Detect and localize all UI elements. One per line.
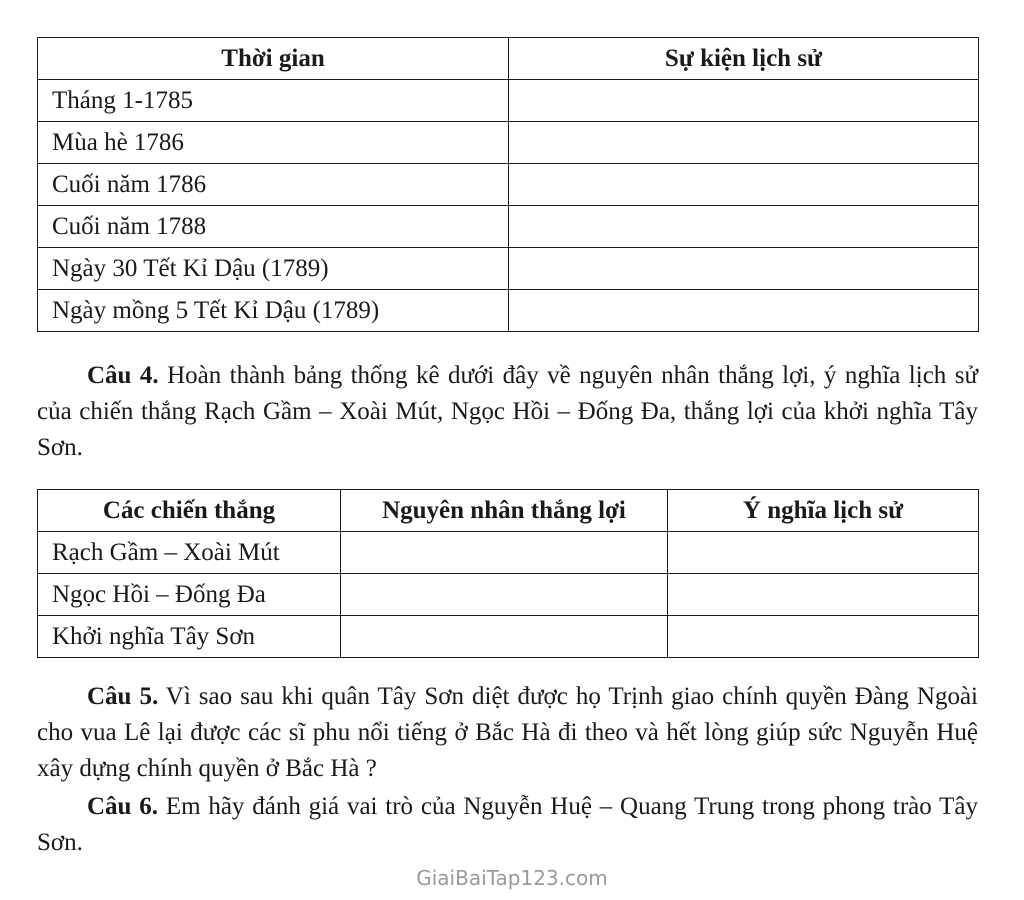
event-cell[interactable]: [509, 80, 979, 122]
table-row: [38, 616, 979, 658]
question-4: [37, 358, 978, 466]
time-cell: Ngày 30 Tết Kỉ Dậu (1789): [38, 248, 509, 290]
table-row: [38, 206, 979, 248]
cause-cell[interactable]: [341, 616, 668, 658]
time-cell: Cuối năm 1786: [38, 164, 509, 206]
significance-cell[interactable]: [668, 574, 979, 616]
significance-cell[interactable]: [668, 616, 979, 658]
question-5-text: Vì sao sau khi quân Tây Sơn diệt được họ Trịnh giao chính quyền Đàng Ngoài cho vua Lê lại được các sĩ phu nổi tiếng ở Bắc Hà đi theo và hết lòng giúp sức Nguyễn Huệ xây dựng chính quyền ở Bắc Hà ?: [37, 683, 978, 782]
table-row: [38, 164, 979, 206]
time-cell: Mùa hè 1786: [38, 122, 509, 164]
event-cell[interactable]: [509, 248, 979, 290]
question-5-label: Câu 5.: [87, 683, 159, 710]
question-6-label: Câu 6.: [87, 793, 159, 820]
significance-cell[interactable]: [668, 532, 979, 574]
question-4-label: Câu 4.: [87, 362, 159, 389]
watermark: GiaiBaiTap123.com: [416, 866, 608, 890]
header-causes: Nguyên nhân thắng lợi: [341, 490, 668, 532]
time-cell: Ngày mồng 5 Tết Kỉ Dậu (1789): [38, 290, 509, 332]
header-time: Thời gian: [38, 38, 509, 80]
table-row: [38, 248, 979, 290]
time-cell: Tháng 1-1785: [38, 80, 509, 122]
question-5: [37, 679, 978, 787]
table-header-row: [38, 38, 979, 80]
cause-cell[interactable]: [341, 532, 668, 574]
table-row: [38, 122, 979, 164]
time-cell: Cuối năm 1788: [38, 206, 509, 248]
table-row: [38, 290, 979, 332]
victory-cell: Rạch Gầm – Xoài Mút: [38, 532, 341, 574]
table-header-row: [38, 490, 979, 532]
event-cell[interactable]: [509, 206, 979, 248]
event-cell[interactable]: [509, 164, 979, 206]
question-6: [37, 789, 978, 861]
question-4-text: Hoàn thành bảng thống kê dưới đây về nguyên nhân thắng lợi, ý nghĩa lịch sử của chiến thắng Rạch Gầm – Xoài Mút, Ngọc Hồi – Đống Đa, thắng lợi của khởi nghĩa Tây Sơn.: [37, 362, 978, 461]
event-cell[interactable]: [509, 122, 979, 164]
table-row: [38, 80, 979, 122]
header-victories: Các chiến thắng: [38, 490, 341, 532]
header-significance: Ý nghĩa lịch sử: [668, 490, 979, 532]
timeline-table: [37, 37, 979, 332]
table-row: [38, 532, 979, 574]
table-row: [38, 574, 979, 616]
victory-cell: Ngọc Hồi – Đống Đa: [38, 574, 341, 616]
cause-cell[interactable]: [341, 574, 668, 616]
event-cell[interactable]: [509, 290, 979, 332]
header-event: Sự kiện lịch sử: [509, 38, 979, 80]
question-6-text: Em hãy đánh giá vai trò của Nguyễn Huệ – Quang Trung trong phong trào Tây Sơn.: [37, 793, 978, 856]
victory-cell: Khởi nghĩa Tây Sơn: [38, 616, 341, 658]
victory-table: [37, 489, 979, 658]
